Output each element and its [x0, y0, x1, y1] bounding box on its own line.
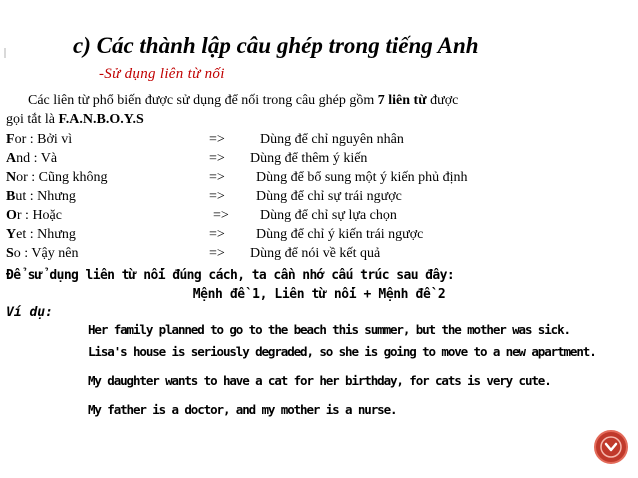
- intro-line-1: [6, 91, 606, 110]
- conjunction-meaning: Dùng để bổ sung một ý kiến phủ định: [256, 170, 468, 185]
- intro-text-end: được: [426, 93, 459, 108]
- conjunction-letter: Y: [6, 227, 17, 242]
- conjunction-rest: et : Nhưng: [16, 227, 76, 242]
- left-accent-rule: [4, 48, 6, 58]
- conjunction-meaning: Dùng để nói về kết quả: [250, 246, 381, 261]
- conjunction-meaning: Dùng để thêm ý kiến: [250, 151, 368, 166]
- intro-bold: 7 liên từ: [377, 93, 427, 108]
- example-label: Ví dụ:: [6, 305, 53, 320]
- example-sentence: My daughter wants to have a cat for her birthday, for cats is very cute.: [88, 373, 551, 388]
- structure-note: Để sử dụng liên từ nối đúng cách, ta cần nhớ cấu trúc sau đây:: [6, 268, 455, 283]
- conjunction-name: [6, 227, 76, 243]
- next-slide-button[interactable]: [594, 430, 628, 464]
- example-sentence: Her family planned to go to the beach this summer, but the mother was sick.: [88, 322, 570, 337]
- conjunction-rest: ut : Nhưng: [15, 189, 76, 204]
- conjunction-name: [6, 246, 78, 262]
- conjunction-letter: N: [6, 170, 17, 185]
- conjunction-name: [6, 151, 57, 167]
- intro-paragraph: [6, 91, 606, 129]
- conjunction-letter: O: [6, 208, 17, 223]
- arrow: =>: [209, 189, 225, 204]
- intro-text-2: gọi tắt là: [6, 112, 59, 127]
- conjunction-name: [6, 132, 72, 148]
- conjunction-letter: B: [6, 189, 16, 204]
- chevron-down-icon: [596, 432, 626, 462]
- conjunction-meaning: Dùng để chỉ sự lựa chọn: [260, 208, 397, 223]
- conjunction-meaning: Dùng để chỉ sự trái ngược: [256, 189, 402, 204]
- top-bar: [0, 0, 638, 6]
- structure-formula: Mệnh đề 1, Liên từ nối + Mệnh đề 2: [192, 287, 446, 302]
- arrow: =>: [209, 151, 225, 166]
- conjunction-meaning: Dùng để chỉ nguyên nhân: [260, 132, 404, 147]
- conjunction-name: [6, 189, 76, 205]
- example-sentence: My father is a doctor, and my mother is a nurse.: [88, 402, 397, 417]
- arrow: =>: [213, 208, 229, 223]
- arrow: =>: [209, 246, 225, 261]
- conjunction-rest: nd : Và: [16, 151, 58, 166]
- conjunction-rest: or : Bởi vì: [14, 132, 73, 147]
- conjunction-letter: F: [6, 132, 15, 147]
- arrow: =>: [209, 170, 225, 185]
- conjunction-rest: r : Hoặc: [16, 208, 62, 223]
- conjunction-name: [6, 208, 62, 224]
- conjunction-letter: A: [6, 151, 17, 166]
- intro-line-2: [6, 110, 606, 129]
- conjunction-rest: or : Cũng không: [16, 170, 108, 185]
- slide-subtitle: -Sử dụng liên từ nối: [99, 66, 225, 82]
- conjunction-letter: S: [6, 246, 14, 261]
- intro-text: Các liên từ phổ biến được sử dụng để nối trong câu ghép gồm: [28, 93, 378, 108]
- conjunction-name: [6, 170, 108, 186]
- conjunction-meaning: Dùng để chỉ ý kiến trái ngược: [256, 227, 424, 242]
- conjunction-rest: o : Vậy nên: [13, 246, 79, 261]
- acronym: F.A.N.B.O.Y.S: [58, 112, 144, 127]
- example-sentence: Lisa's house is seriously degraded, so she is going to move to a new apartment.: [88, 344, 596, 359]
- arrow: =>: [209, 132, 225, 147]
- slide-title: c) Các thành lập câu ghép trong tiếng Anh: [73, 33, 479, 58]
- arrow: =>: [209, 227, 225, 242]
